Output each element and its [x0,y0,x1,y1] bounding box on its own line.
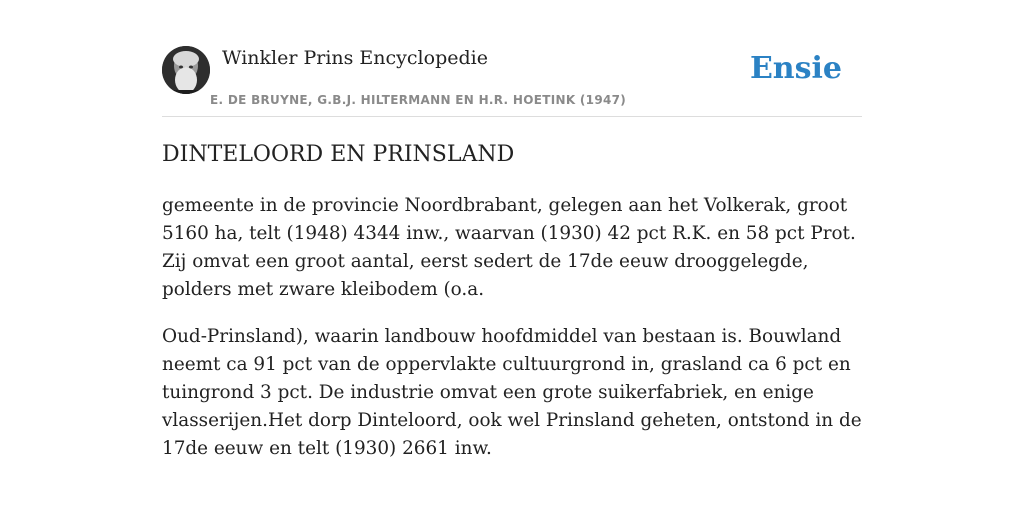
source-title[interactable]: Winkler Prins Encyclopedie [222,47,488,69]
source-header [162,46,862,117]
entry-paragraph: Oud-Prinsland), waarin landbouw hoofdmiddel van bestaan is. Bouwland neemt ca 91 pct van de oppervlakte cultuurgrond in, grasland ca 6 pct en tuingrond 3 pct. De industrie omvat een grote suikerfabriek, en enige vlasserijen.Het dorp Dinteloord, ook wel Prinsland geheten, ontstond in de 17de eeuw en telt (1930) 2661 inw. [162,326,862,459]
brand-logo[interactable]: Ensie [749,51,842,86]
author-avatar[interactable] [162,46,210,94]
entry-body [162,192,862,482]
entry-paragraph: gemeente in de provincie Noordbrabant, gelegen aan het Volkerak, groot 5160 ha, telt (1948) 4344 inw., waarvan (1930) 42 pct R.K. en 58 pct Prot. Zij omvat een groot aantal, eerst sedert de 17de eeuw drooggelegde, polders met zware kleibodem (o.a. [162,195,856,300]
source-authors: E. DE BRUYNE, G.B.J. HILTERMANN EN H.R. HOETINK (1947) [210,93,627,107]
entry-title: DINTELOORD EN PRINSLAND [162,142,515,167]
portrait-icon [162,46,210,94]
